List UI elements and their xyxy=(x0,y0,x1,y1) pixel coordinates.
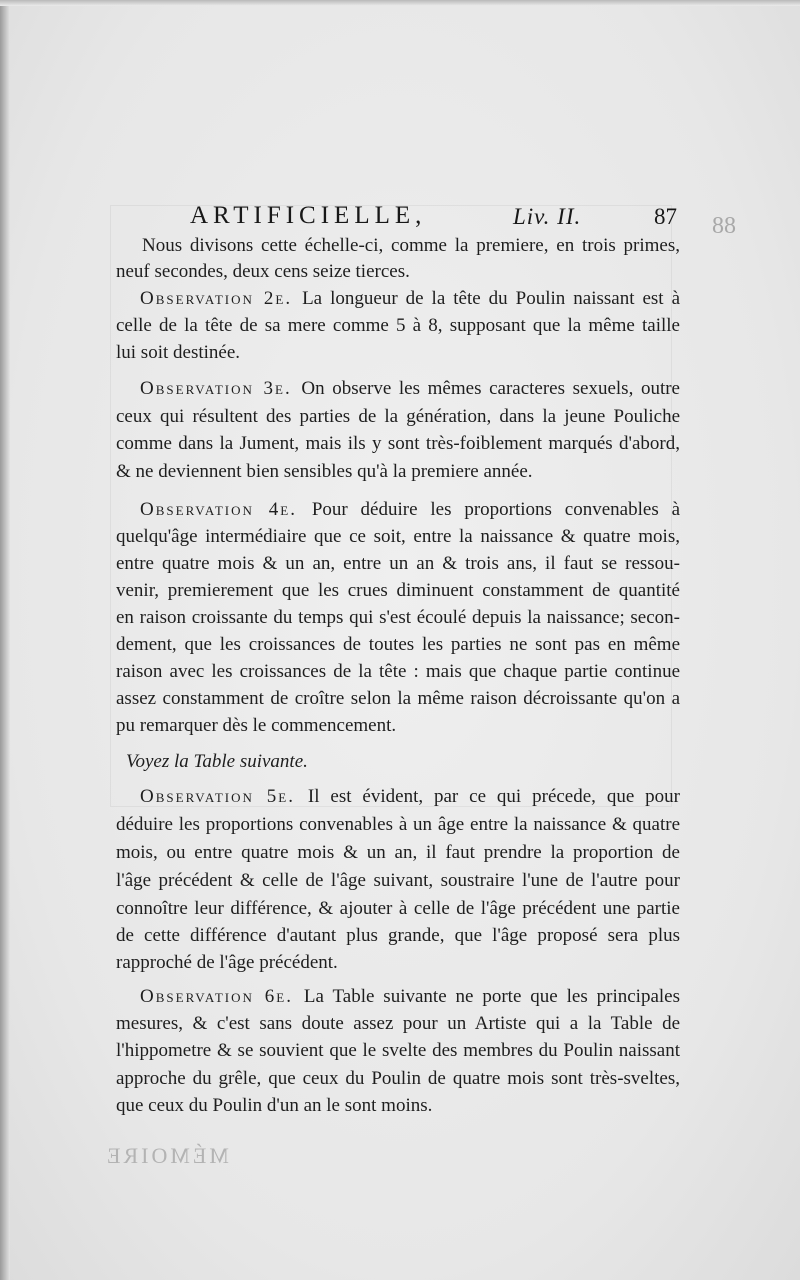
line-text: assez constamment de croître selon la même raison décroissante qu'on a xyxy=(116,688,680,709)
line-text: Nous divisons cette échelle-ci, comme la premiere, en trois primes, xyxy=(142,235,680,256)
text-line xyxy=(140,497,680,523)
line-text: pu remarquer dès le commencement. xyxy=(116,715,397,736)
page-top-shadow xyxy=(0,0,800,6)
running-head-title: ARTIFICIELLE, xyxy=(190,202,427,229)
line-text: en raison croissante du temps qui s'est écoulé depuis la naissance; secon- xyxy=(116,607,680,628)
line-text: l'hippometre & se souvient que le svelte des membres du Poulin naissant xyxy=(116,1040,680,1061)
line-text: On observe les mêmes caracteres sexuels, outre xyxy=(301,378,680,399)
text-line xyxy=(116,313,680,339)
line-text: celle de la tête de sa mere comme 5 à 8, supposant que la même taille xyxy=(116,315,680,336)
text-line xyxy=(116,812,680,838)
line-text: lui soit destinée. xyxy=(116,342,241,363)
book-number: Liv. II. xyxy=(513,204,582,229)
text-line xyxy=(116,459,680,485)
text-line xyxy=(116,1011,680,1037)
line-text: approche du grêle, que ceux du Poulin de quatre mois sont très-sveltes, xyxy=(116,1068,680,1089)
line-text: rapproché de l'âge précédent. xyxy=(116,952,338,973)
line-text: déduire les proportions convenables à un âge entre la naissance & quatre xyxy=(116,814,680,835)
line-text: mesures, & c'est sans doute assez pour un Artiste qui a la Table de xyxy=(116,1013,680,1034)
text-line xyxy=(116,578,680,604)
observation-label: Observation 2e. xyxy=(140,288,303,309)
line-text: ceux qui résultent des parties de la génération, dans la jeune Pouliche xyxy=(116,406,680,427)
text-line xyxy=(116,659,680,685)
text-line xyxy=(142,233,680,259)
line-text: Voyez la Table suivante. xyxy=(126,751,308,772)
page-edge-shadow xyxy=(0,0,10,1280)
line-text: venir, premierement que les crues diminuent constamment de quantité xyxy=(116,580,680,601)
observation-label: Observation 6e. xyxy=(140,986,304,1007)
observation-label: Observation 5e. xyxy=(140,786,308,807)
line-text: neuf secondes, deux cens seize tierces. xyxy=(116,261,410,282)
line-text: mois, ou entre quatre mois & un an, il faut prendre la proportion de xyxy=(116,842,680,863)
show-through-page-number: 88 xyxy=(712,213,736,239)
text-line xyxy=(116,551,680,577)
text-line xyxy=(116,340,680,366)
line-text: connoître leur différence, & ajouter à celle de l'âge précédent une partie xyxy=(116,898,680,919)
observation-label: Observation 4e. xyxy=(140,499,312,520)
line-text: Pour déduire les proportions convenables à xyxy=(311,499,680,520)
line-text: raison avec les croissances de la tête : mais que chaque partie continue xyxy=(116,661,680,682)
line-text: comme dans la Jument, mais ils y sont très-foiblement marqués d'abord, xyxy=(116,433,680,454)
text-line xyxy=(116,1066,680,1092)
line-text: La Table suivante ne porte que les principales xyxy=(303,986,680,1007)
line-text: l'âge précédent & celle de l'âge suivant, soustraire l'une de l'autre pour xyxy=(116,870,680,891)
text-line xyxy=(116,868,680,894)
text-line xyxy=(140,376,680,402)
line-text: entre quatre mois & un an, entre un an & trois ans, il faut se ressou- xyxy=(116,553,680,574)
observation-label: Observation 3e. xyxy=(140,378,302,399)
text-line xyxy=(116,1038,680,1064)
line-text: quelqu'âge intermédiaire que ce soit, entre la naissance & quatre mois, xyxy=(116,526,680,547)
text-line xyxy=(116,632,680,658)
text-line xyxy=(116,686,680,712)
line-text: Il est évident, par ce qui précede, que pour xyxy=(307,786,680,807)
text-line xyxy=(116,404,680,430)
text-line xyxy=(116,431,680,457)
text-line xyxy=(116,713,680,739)
text-line xyxy=(116,259,680,285)
text-line xyxy=(116,896,680,922)
line-text: La longueur de la tête du Poulin naissant est à xyxy=(302,288,680,309)
show-through-footer: MÉMOIRE xyxy=(104,1143,229,1168)
text-line xyxy=(116,950,680,976)
line-text: dement, que les croissances de toutes les parties ne sont pas en même xyxy=(116,634,680,655)
line-text: que ceux du Poulin d'un an le sont moins. xyxy=(116,1095,433,1116)
text-line xyxy=(116,1093,680,1119)
text-line xyxy=(116,524,680,550)
text-line xyxy=(140,286,680,312)
line-text: de cette différence d'autant plus grande, que l'âge proposé sera plus xyxy=(116,925,680,946)
text-line xyxy=(140,784,680,810)
text-line xyxy=(116,840,680,866)
text-line xyxy=(116,923,680,949)
line-text: & ne deviennent bien sensibles qu'à la premiere année. xyxy=(116,461,533,482)
text-line xyxy=(126,749,680,775)
page-number: 87 xyxy=(654,204,677,229)
text-line xyxy=(140,984,680,1010)
text-line xyxy=(116,605,680,631)
